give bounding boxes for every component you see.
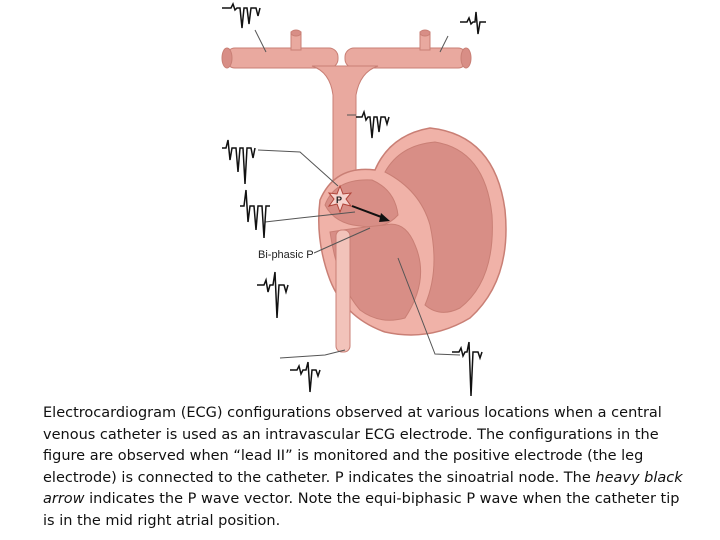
ecg-trace-lower-ra [257,272,288,318]
sa-node-label: P [336,195,343,205]
catheter-lower [336,230,350,352]
left-stub-end [291,30,301,36]
ecg-trace-mid-ra [240,190,270,238]
left-vessel-branch [226,48,338,68]
ecg-trace-upper-ra [222,140,255,184]
leader-ivc [280,350,345,358]
biphasic-p-label: Bi-phasic P [258,249,314,261]
caption-italic-arrow: heavy black arrow [43,469,683,508]
left-vessel-end [222,48,232,68]
caption-text-1: Electrocardiogram (ECG) configurations observed at various locations when a central venous catheter is used as an intravascular ECG electrode. The configurations in the figure are observed when “lead II” is monitored and the positive electrode (the leg electrode) is connected to the catheter. P indicates the sinoatrial node. The [43,405,662,486]
caption-text-2: indicates the P wave vector. Note the equi-biphasic P wave when the catheter tip is in the mid right atrial position. [43,491,680,529]
ecg-trace-right-vessel [460,12,486,34]
ecg-trace-ivc [290,362,320,392]
figure-caption [43,403,683,533]
right-vessel-end [461,48,471,68]
ecg-trace-svc [356,112,389,138]
leader-upper-ra [258,150,338,186]
right-stub-end [420,30,430,36]
ecg-trace-left-vessel [222,4,260,28]
right-vessel-branch [345,48,467,68]
ecg-trace-rv [452,342,482,396]
vessel-junction [312,66,378,180]
